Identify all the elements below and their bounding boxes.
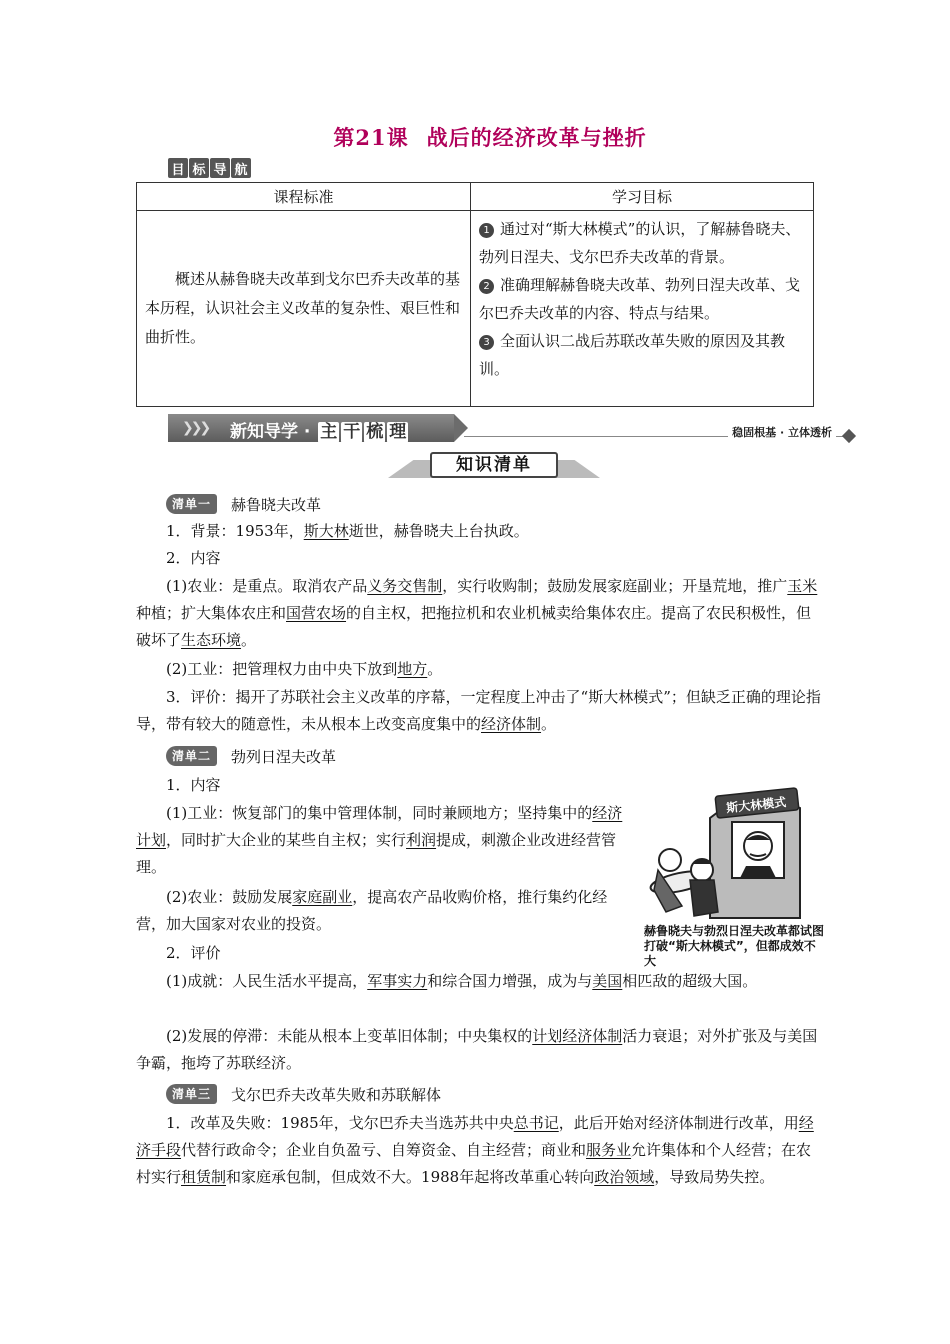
objective-item: 3 全面认识二战后苏联改革失败的原因及其教训。 xyxy=(479,332,786,378)
section-banner xyxy=(168,414,854,442)
knowledge-list-header: 知识清单 xyxy=(388,450,600,480)
paragraph: (2)农业：鼓励发展家庭副业，提高农产品收购价格，推行集约化经营，加大国家对农业的投资。 xyxy=(136,888,608,933)
banner-title: 新知导学 · 主 干 梳 理 xyxy=(230,422,407,442)
paragraph: (1)农业：是重点。取消农产品义务交售制，实行收购制；鼓励发展家庭副业；开垦荒地，推广玉米种植；扩大集体农庄和国营农场的自主权，把拖拉机和农业机械卖给集体农庄。提高了农民积极性，但破坏了生态环境。 xyxy=(136,577,818,649)
section-heading: 清单二 勃列日涅夫改革 xyxy=(166,746,336,766)
diamond-icon xyxy=(842,429,856,443)
col-header-standard: 课程标准 xyxy=(137,183,471,211)
col-header-objectives: 学习目标 xyxy=(471,183,814,211)
banner-subtitle: 稳固根基 · 立体透析 xyxy=(728,424,836,440)
paragraph: (1)成就：人民生活水平提高，军事实力和综合国力增强，成为与美国相匹敌的超级大国。 xyxy=(166,972,758,990)
page-title xyxy=(0,122,950,152)
paragraph: (2)工业：把管理权力由中央下放到地方。 xyxy=(166,660,443,678)
goal-navigation-badge: 目 标 导 航 xyxy=(168,158,251,178)
paragraph: 2．评价 xyxy=(166,944,221,962)
paragraph: 2．内容 xyxy=(166,549,221,567)
objectives-cell xyxy=(471,211,814,407)
paragraph: 1．内容 xyxy=(166,776,221,794)
curriculum-table xyxy=(136,182,814,407)
paragraph: 3．评价：揭开了苏联社会主义改革的序幕，一定程度上冲击了“斯大林模式”；但缺乏正确的理论指导，带有较大的随意性，未从根本上改变高度集中的经济体制。 xyxy=(136,688,821,733)
door-label: 斯大林模式 xyxy=(725,794,787,816)
objective-item: 1 通过对“斯大林模式”的认识，了解赫鲁晓夫、勃列日涅夫、戈尔巴乔夫改革的背景。 xyxy=(479,220,801,266)
section-heading: 清单三 戈尔巴乔夫改革失败和苏联解体 xyxy=(166,1084,441,1104)
paragraph: 1．背景：1953年，斯大林逝世，赫鲁晓夫上台执政。 xyxy=(166,522,529,540)
section-heading: 清单一 赫鲁晓夫改革 xyxy=(166,494,321,514)
standard-cell: 概述从赫鲁晓夫改革到戈尔巴乔夫改革的基本历程，认识社会主义改革的复杂性、艰巨性和曲折性。 xyxy=(137,211,471,407)
paragraph: (1)工业：恢复部门的集中管理体制，同时兼顾地方；坚持集中的经济计划，同时扩大企业的某些自主权；实行利润提成，刺激企业改进经营管理。 xyxy=(136,804,623,876)
figure-caption: 赫鲁晓夫与勃烈日涅夫改革都试图打破“斯大林模式”，但都成效不大 xyxy=(644,924,825,968)
paragraph: (2)发展的停滞：未能从根本上变革旧体制；中央集权的计划经济体制活力衰退；对外扩张及与美国争霸，拖垮了苏联经济。 xyxy=(136,1027,818,1072)
lesson-number: 第21课 xyxy=(333,125,409,150)
cartoon-illustration xyxy=(640,778,826,926)
paragraph: 1．改革及失败：1985年，戈尔巴乔夫当选苏共中央总书记，此后开始对经济体制进行改革，用经济手段代替行政命令；企业自负盈亏、自筹资金、自主经营；商业和服务业允许集体和个人经营；在农村实行租赁制和家庭承包制，但成效不大。1988年起将改革重心转向政治领域，导致局势失控。 xyxy=(136,1114,814,1186)
cartoon-figure xyxy=(640,778,826,974)
objective-item: 2 准确理解赫鲁晓夫改革、勃列日涅夫改革、戈尔巴乔夫改革的内容、特点与结果。 xyxy=(479,276,801,322)
lesson-name: 战后的经济改革与挫折 xyxy=(426,125,647,150)
chevron-icon: ❯❯❯ xyxy=(182,420,209,436)
